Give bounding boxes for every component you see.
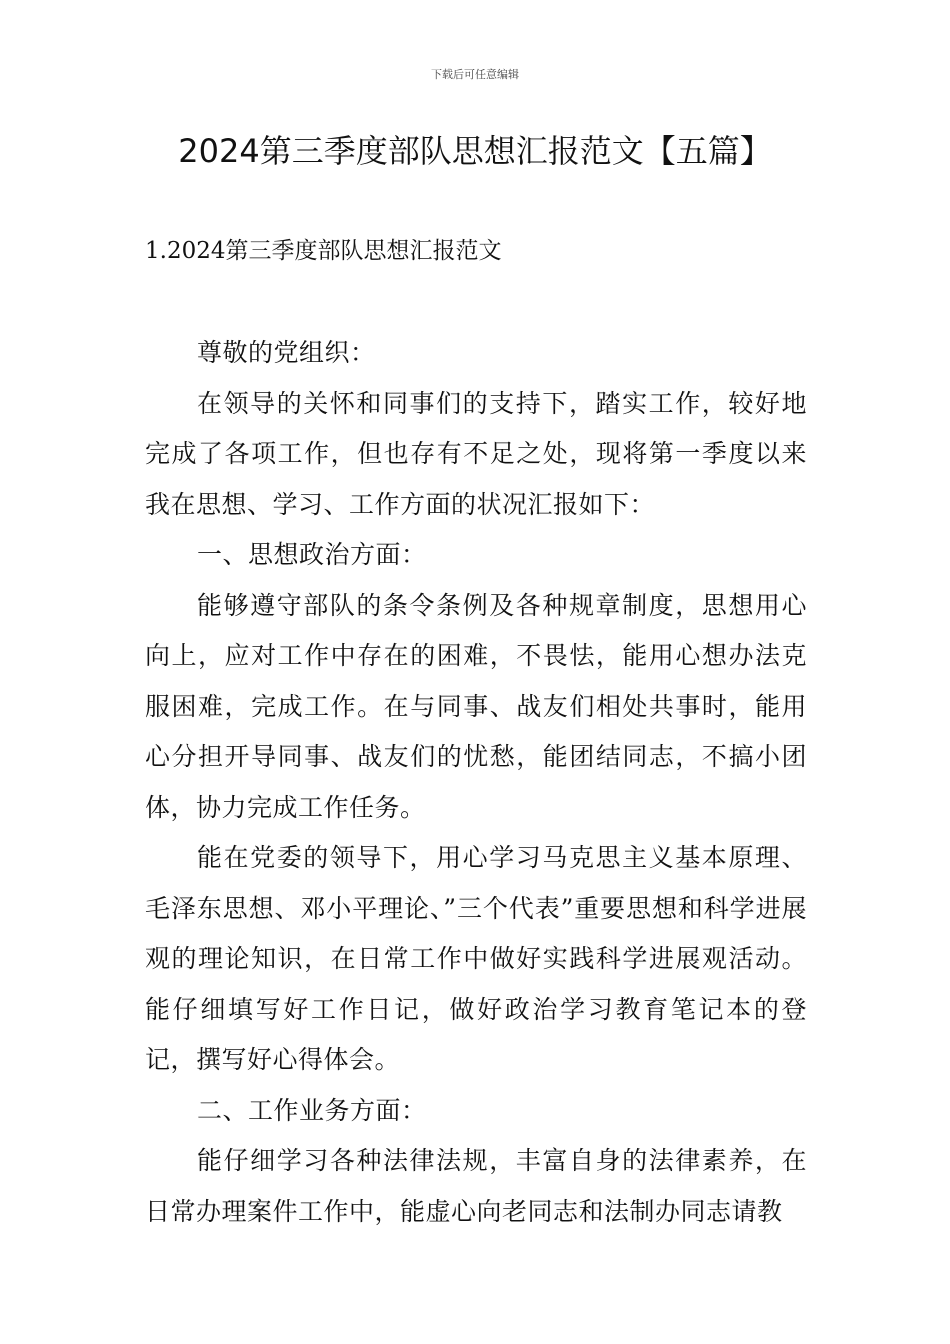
subheading-work: 二、工作业务方面： [197, 1095, 427, 1125]
intro-paragraph: 在领导的关怀和同事们的支持下，踏实工作，较好地完成了各项工作，但也存有不足之处，现将第一季度以来我在思想、学习、工作方面的状况汇报如下： [145, 388, 807, 519]
header-note: 下载后可任意编辑 [431, 68, 519, 81]
section-heading: 1.2024第三季度部队思想汇报范文 [145, 238, 502, 264]
political-paragraph-2: 能在党委的领导下，用心学习马克思主义基本原理、毛泽东思想、邓小平理论、”三个代表”重要思想和科学进展观的理论知识，在日常工作中做好实践科学进展观活动。能仔细填写好工作日记，做好政治学习教育笔记本的登记，撰写好心得体会。 [145, 843, 807, 1074]
document-title: 2024第三季度部队思想汇报范文【五篇】 [178, 132, 772, 170]
work-paragraph-1: 能仔细学习各种法律法规，丰富自身的法律素养，在日常办理案件工作中，能虚心向老同志和法制办同志请教 [145, 1146, 807, 1226]
political-paragraph-1: 能够遵守部队的条令条例及各种规章制度，思想用心向上，应对工作中存在的困难，不畏怯，能用心想办法克服困难，完成工作。在与同事、战友们相处共事时，能用心分担开导同事、战友们的忧愁，能团结同志，不搞小团体，协力完成工作任务。 [145, 590, 807, 822]
salutation-paragraph: 尊敬的党组织： [197, 338, 376, 367]
body-text [145, 328, 807, 1237]
subheading-political: 一、思想政治方面： [197, 540, 427, 569]
